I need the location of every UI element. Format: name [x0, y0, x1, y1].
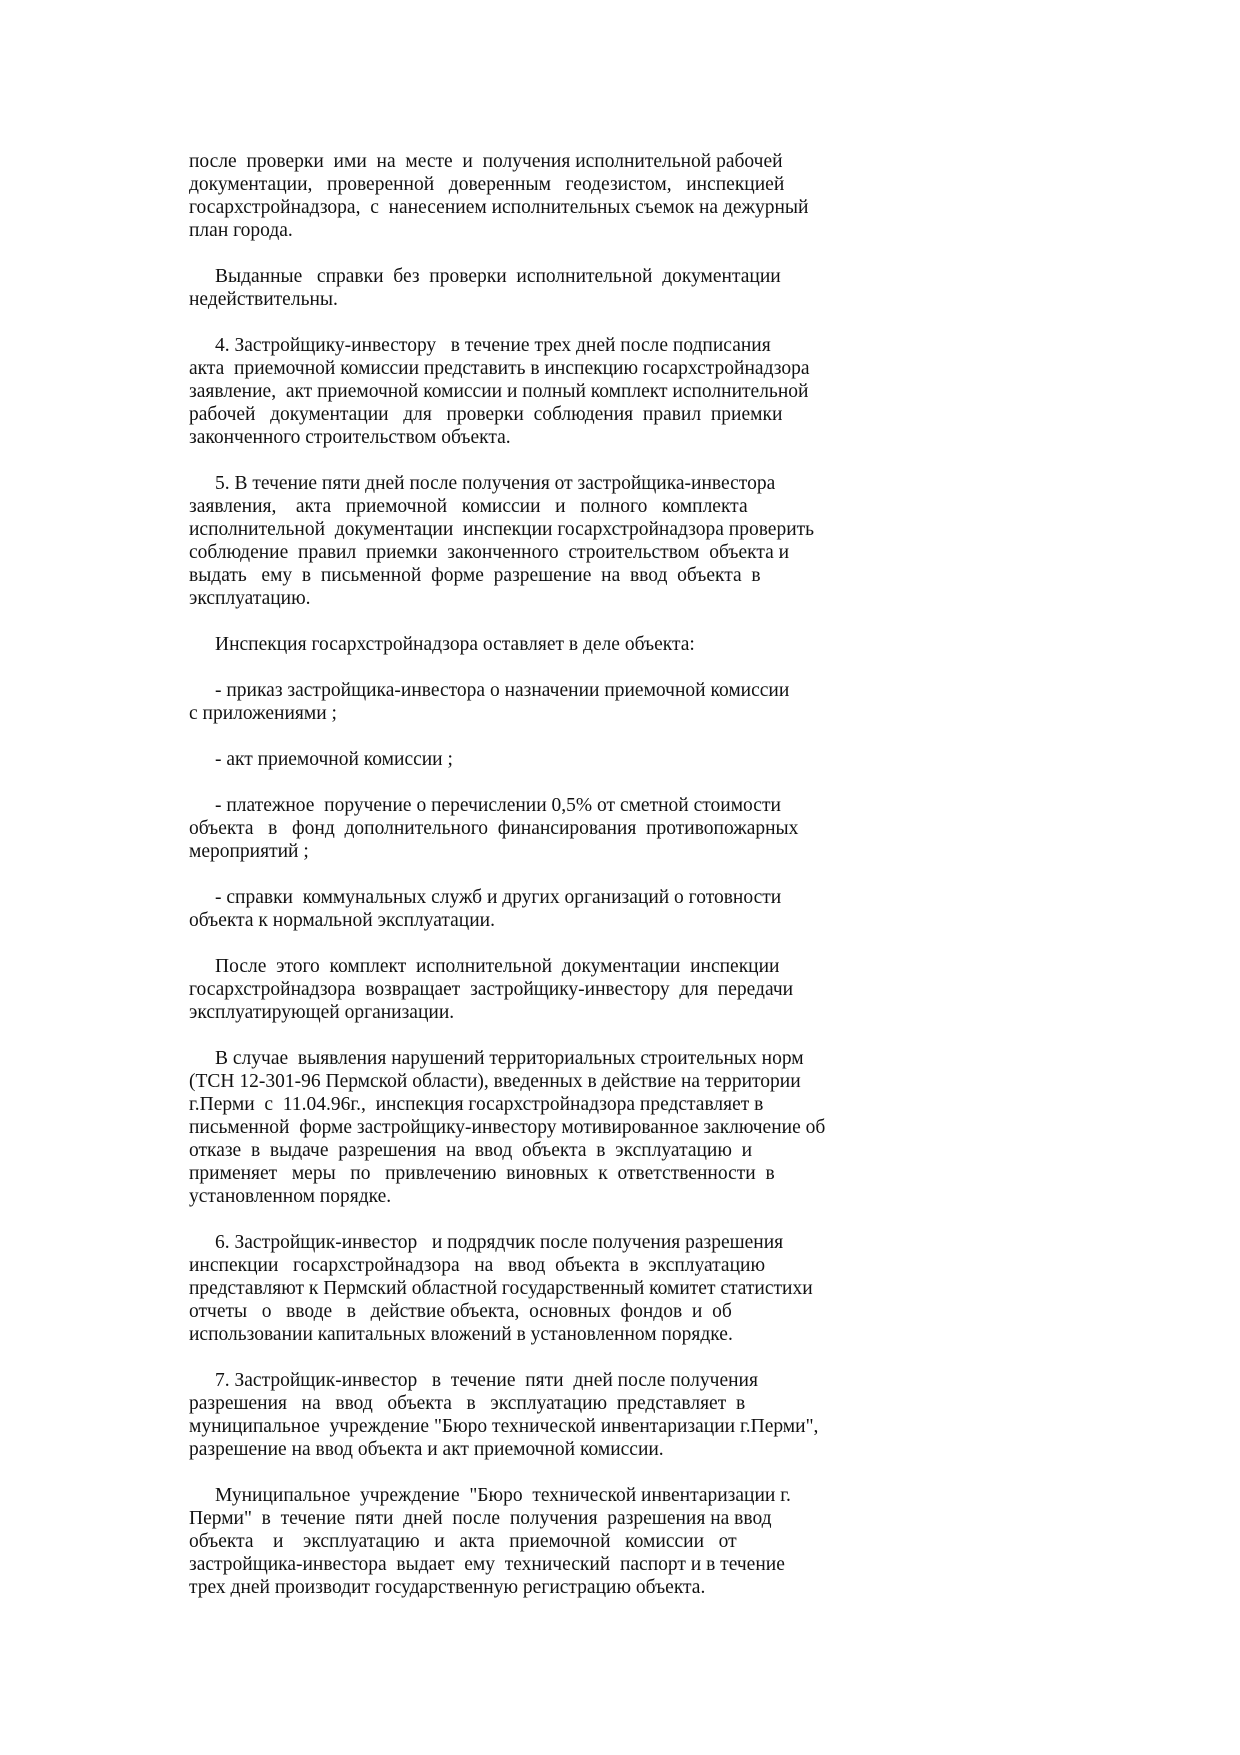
text-line: документации, проверенной доверенным геодезистом, инспекцией — [189, 174, 785, 195]
text-line: трех дней производит государственную регистрацию объекта. — [189, 1577, 706, 1598]
text-line: объекта в фонд дополнительного финансирования противопожарных — [189, 818, 799, 839]
text-line: заявление, акт приемочной комиссии и полный комплект исполнительной — [189, 381, 809, 402]
paragraph — [189, 633, 889, 656]
text-line: - акт приемочной комиссии ; — [215, 749, 453, 770]
text-line: (ТСН 12-301-96 Пермской области), введенных в действие на территории — [189, 1071, 801, 1092]
text-line: 6. Застройщик-инвестор и подрядчик после получения разрешения — [215, 1232, 784, 1253]
text-line: г.Перми с 11.04.96г., инспекция госархстройнадзора представляет в — [189, 1094, 764, 1115]
text-line: застройщика-инвестора выдает ему технический паспорт и в течение — [189, 1554, 785, 1575]
text-line: Муниципальное учреждение "Бюро технической инвентаризации г. — [215, 1485, 791, 1506]
text-line: объекта и эксплуатацию и акта приемочной комиссии от — [189, 1531, 737, 1552]
text-line: эксплуатацию. — [189, 588, 311, 609]
text-line: отказе в выдаче разрешения на ввод объекта в эксплуатацию и — [189, 1140, 753, 1161]
text-line: исполнительной документации инспекции госархстройнадзора проверить — [189, 519, 815, 540]
text-line: после проверки ими на месте и получения исполнительной рабочей — [189, 151, 783, 172]
list-item — [189, 794, 889, 863]
text-line: госархстройнадзора, с нанесением исполнительных съемок на дежурный — [189, 197, 809, 218]
paragraph-item-4 — [189, 334, 889, 449]
text-line: муниципальное учреждение "Бюро технической инвентаризации г.Перми", — [189, 1416, 819, 1437]
document-page — [189, 150, 889, 1622]
list-item — [189, 748, 889, 771]
paragraph — [189, 1484, 889, 1599]
paragraph — [189, 265, 889, 311]
list-item — [189, 679, 889, 725]
text-line: представляют к Пермский областной государственный комитет статистихи — [189, 1278, 813, 1299]
paragraph — [189, 1047, 889, 1208]
text-line: недействительны. — [189, 289, 338, 310]
text-line: госархстройнадзора возвращает застройщику-инвестору для передачи — [189, 979, 794, 1000]
text-line: использовании капитальных вложений в установленном порядке. — [189, 1324, 733, 1345]
text-line: мероприятий ; — [189, 841, 309, 862]
text-line: с приложениями ; — [189, 703, 337, 724]
text-line: - справки коммунальных служб и других организаций о готовности — [215, 887, 782, 908]
text-line: письменной форме застройщику-инвестору мотивированное заключение об — [189, 1117, 826, 1138]
text-line: Инспекция госархстройнадзора оставляет в деле объекта: — [215, 634, 695, 655]
text-line: рабочей документации для проверки соблюдения правил приемки — [189, 404, 783, 425]
text-line: акта приемочной комиссии представить в инспекцию госархстройнадзора — [189, 358, 810, 379]
paragraph-item-6 — [189, 1231, 889, 1346]
text-line: инспекции госархстройнадзора на ввод объекта в эксплуатацию — [189, 1255, 766, 1276]
text-line: план города. — [189, 220, 293, 241]
text-line: В случае выявления нарушений территориальных строительных норм — [215, 1048, 804, 1069]
paragraph-item-7 — [189, 1369, 889, 1461]
text-line: 5. В течение пяти дней после получения от застройщика-инвестора — [215, 473, 776, 494]
text-line: - приказ застройщика-инвестора о назначении приемочной комиссии — [215, 680, 790, 701]
text-line: эксплуатирующей организации. — [189, 1002, 455, 1023]
text-line: отчеты о вводе в действие объекта, основных фондов и об — [189, 1301, 732, 1322]
text-line: установленном порядке. — [189, 1186, 392, 1207]
text-line: 4. Застройщику-инвестору в течение трех дней после подписания — [215, 335, 771, 356]
text-line: Перми" в течение пяти дней после получения разрешения на ввод — [189, 1508, 772, 1529]
paragraph — [189, 955, 889, 1024]
text-line: разрешение на ввод объекта и акт приемочной комиссии. — [189, 1439, 664, 1460]
text-line: - платежное поручение о перечислении 0,5% от сметной стоимости — [215, 795, 781, 816]
text-line: 7. Застройщик-инвестор в течение пяти дней после получения — [215, 1370, 758, 1391]
text-line: выдать ему в письменной форме разрешение на ввод объекта в — [189, 565, 761, 586]
text-line: законченного строительством объекта. — [189, 427, 511, 448]
text-line: Выданные справки без проверки исполнительной документации — [215, 266, 781, 287]
paragraph — [189, 150, 889, 242]
paragraph-item-5 — [189, 472, 889, 610]
list-item — [189, 886, 889, 932]
text-line: применяет меры по привлечению виновных к ответственности в — [189, 1163, 775, 1184]
text-line: После этого комплект исполнительной документации инспекции — [215, 956, 780, 977]
text-line: заявления, акта приемочной комиссии и полного комплекта — [189, 496, 748, 517]
text-line: соблюдение правил приемки законченного строительством объекта и — [189, 542, 790, 563]
text-line: разрешения на ввод объекта в эксплуатацию представляет в — [189, 1393, 746, 1414]
text-line: объекта к нормальной эксплуатации. — [189, 910, 495, 931]
